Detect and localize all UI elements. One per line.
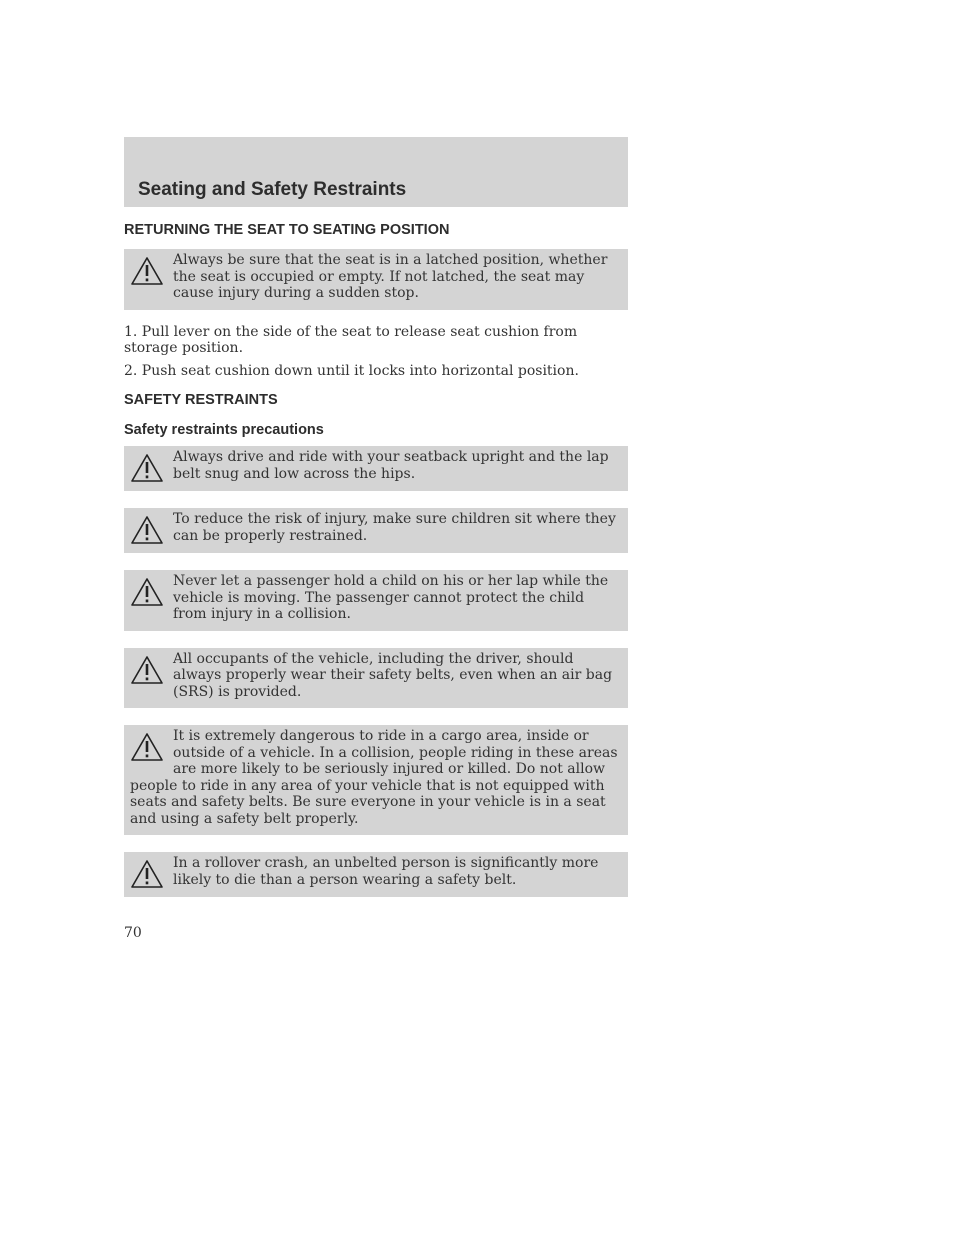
chapter-title: Seating and Safety Restraints: [138, 179, 407, 200]
warning-text: Never let a passenger hold a child on his or her lap while the vehicle is moving. The passenger cannot protect the child from injury in a collision.: [173, 573, 609, 622]
warning-box: [124, 852, 628, 897]
warning-triangle-icon: [130, 515, 164, 545]
warning-triangle-icon: [130, 256, 164, 286]
warning-text: Always drive and ride with your seatback upright and the lap belt snug and low across the hips.: [173, 449, 609, 482]
step-1: 1. Pull lever on the side of the seat to release seat cushion from storage position.: [124, 323, 578, 356]
section-heading-returning-seat: RETURNING THE SEAT TO SEATING POSITION: [124, 222, 450, 238]
warning-box: [124, 725, 628, 835]
warning-triangle-icon: [130, 732, 164, 762]
warning-text: To reduce the risk of injury, make sure children sit where they can be properly restrained.: [173, 511, 616, 544]
warning-box: [124, 249, 628, 310]
warning-text: In a rollover crash, an unbelted person is significantly more likely to die than a person wearing a safety belt.: [173, 855, 599, 888]
section-heading-safety-restraints: SAFETY RESTRAINTS: [124, 392, 278, 408]
warning-box: [124, 648, 628, 709]
page-number: 70: [124, 925, 142, 941]
subheading-precautions: Safety restraints precautions: [124, 422, 324, 438]
warning-triangle-icon: [130, 453, 164, 483]
manual-page: [124, 137, 628, 897]
warning-box: [124, 570, 628, 631]
warning-box: [124, 446, 628, 491]
warning-text: Always be sure that the seat is in a latched position, whether the seat is occupied or empty. If not latched, the seat may cause injury during a sudden stop.: [173, 252, 608, 301]
step-2: 2. Push seat cushion down until it locks into horizontal position.: [124, 362, 579, 379]
warning-box: [124, 508, 628, 553]
warning-triangle-icon: [130, 655, 164, 685]
warning-triangle-icon: [130, 859, 164, 889]
warning-triangle-icon: [130, 577, 164, 607]
warning-text: All occupants of the vehicle, including the driver, should always properly wear their safety belts, even when an air bag (SRS) is provided.: [173, 650, 613, 700]
chapter-header-band: [124, 137, 628, 207]
warning-text: It is extremely dangerous to ride in a cargo area, inside or outside of a vehicle. In a collision, people riding in these areas are more likely to be seriously injured or killed. Do not allow people to ride in any area of your vehicle that is not equipped with seats and safety belts. Be sure everyone in your vehicle is in a seat and using a safety belt properly.: [130, 728, 618, 827]
